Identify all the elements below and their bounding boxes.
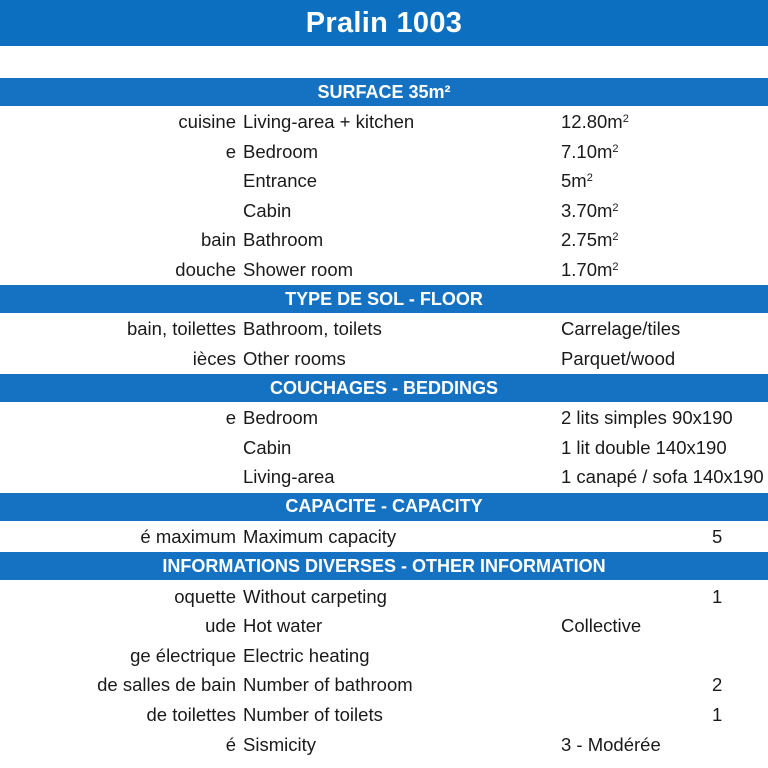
table-row: [0, 700, 768, 730]
label-en: Without carpeting: [243, 585, 387, 607]
label-fr: oquette: [174, 585, 236, 607]
table-row: [0, 255, 768, 285]
table-row: [0, 641, 768, 671]
label-en: Living-area: [243, 466, 335, 488]
capacity-number: 5: [712, 525, 723, 547]
label-fr: cuisine: [178, 111, 236, 132]
table-row: [0, 344, 768, 374]
label-en: Other rooms: [243, 347, 346, 369]
section-header-other-information: INFORMATIONS DIVERSES - OTHER INFORMATION: [0, 552, 768, 580]
page-title: Pralin 1003: [0, 0, 768, 46]
label-en: Number of bathroom: [243, 674, 413, 696]
section-header-beddings: COUCHAGES - BEDDINGS: [0, 374, 768, 402]
table-row: [0, 462, 768, 492]
table-row: [0, 611, 768, 641]
table-row: [0, 314, 768, 344]
table-row: [0, 196, 768, 226]
label-fr: bain, toilettes: [126, 318, 236, 339]
info-number: 2: [712, 674, 723, 696]
bedding-value: 1 canapé / sofa 140x190: [561, 466, 764, 488]
floor-value: Carrelage/tiles: [561, 318, 681, 339]
label-fr: é maximum: [140, 525, 236, 547]
table-row: [0, 433, 768, 463]
table-row: [0, 225, 768, 255]
info-number: 1: [712, 703, 723, 725]
table-row: [0, 730, 768, 760]
surface-value: $2.75m^2$: [561, 229, 619, 251]
label-fr: ude: [205, 615, 236, 637]
info-value: Collective: [561, 615, 642, 637]
table-row: [0, 670, 768, 700]
section-header-capacity: CAPACITE - CAPACITY: [0, 493, 768, 521]
label-fr: ge électrique: [130, 644, 236, 666]
label-fr: é: [225, 733, 236, 755]
label-en: Cabin: [243, 199, 292, 221]
label-en: Maximum capacity: [243, 525, 397, 547]
label-fr: de salles de bain: [97, 674, 236, 696]
label-en: Entrance: [243, 170, 318, 192]
info-value: 3 - Modérée: [561, 733, 661, 755]
label-en: Shower room: [243, 259, 354, 280]
label-en: Sismicity: [243, 733, 316, 755]
label-en: Hot water: [243, 615, 323, 637]
surface-value: $12.80m^2$: [561, 111, 629, 132]
section-header-floor: TYPE DE SOL - FLOOR: [0, 285, 768, 313]
table-row: [0, 107, 768, 137]
label-en: Living-area + kitchen: [243, 111, 415, 132]
section-header-surface: SURFACE 35m²: [0, 78, 768, 106]
label-fr: ièces: [192, 347, 236, 369]
surface-value: $3.70m^2$: [561, 199, 619, 221]
surface-value: $1.70m^2$: [561, 259, 619, 280]
label-fr: e: [225, 140, 236, 162]
surface-value: $7.10m^2$: [561, 140, 619, 162]
label-en: Bedroom: [243, 140, 319, 162]
table-row: [0, 137, 768, 167]
floor-value: Parquet/wood: [561, 347, 676, 369]
label-en: Number of toilets: [243, 703, 383, 725]
label-en: Cabin: [243, 436, 292, 458]
table-row: [0, 522, 768, 552]
label-en: Bathroom, toilets: [243, 318, 382, 339]
bedding-value: 2 lits simples 90x190: [561, 407, 733, 428]
info-number: 1: [712, 585, 723, 607]
label-fr: douche: [175, 259, 236, 280]
table-row: [0, 166, 768, 196]
label-en: Bedroom: [243, 407, 319, 428]
table-row: [0, 582, 768, 612]
table-row: [0, 403, 768, 433]
label-fr: bain: [201, 229, 236, 251]
label-en: Bathroom: [243, 229, 324, 251]
bedding-value: 1 lit double 140x190: [561, 436, 727, 458]
label-fr: e: [225, 407, 236, 428]
surface-value: $5m^2$: [561, 170, 593, 192]
label-fr: de toilettes: [146, 703, 236, 725]
label-en: Electric heating: [243, 644, 370, 666]
